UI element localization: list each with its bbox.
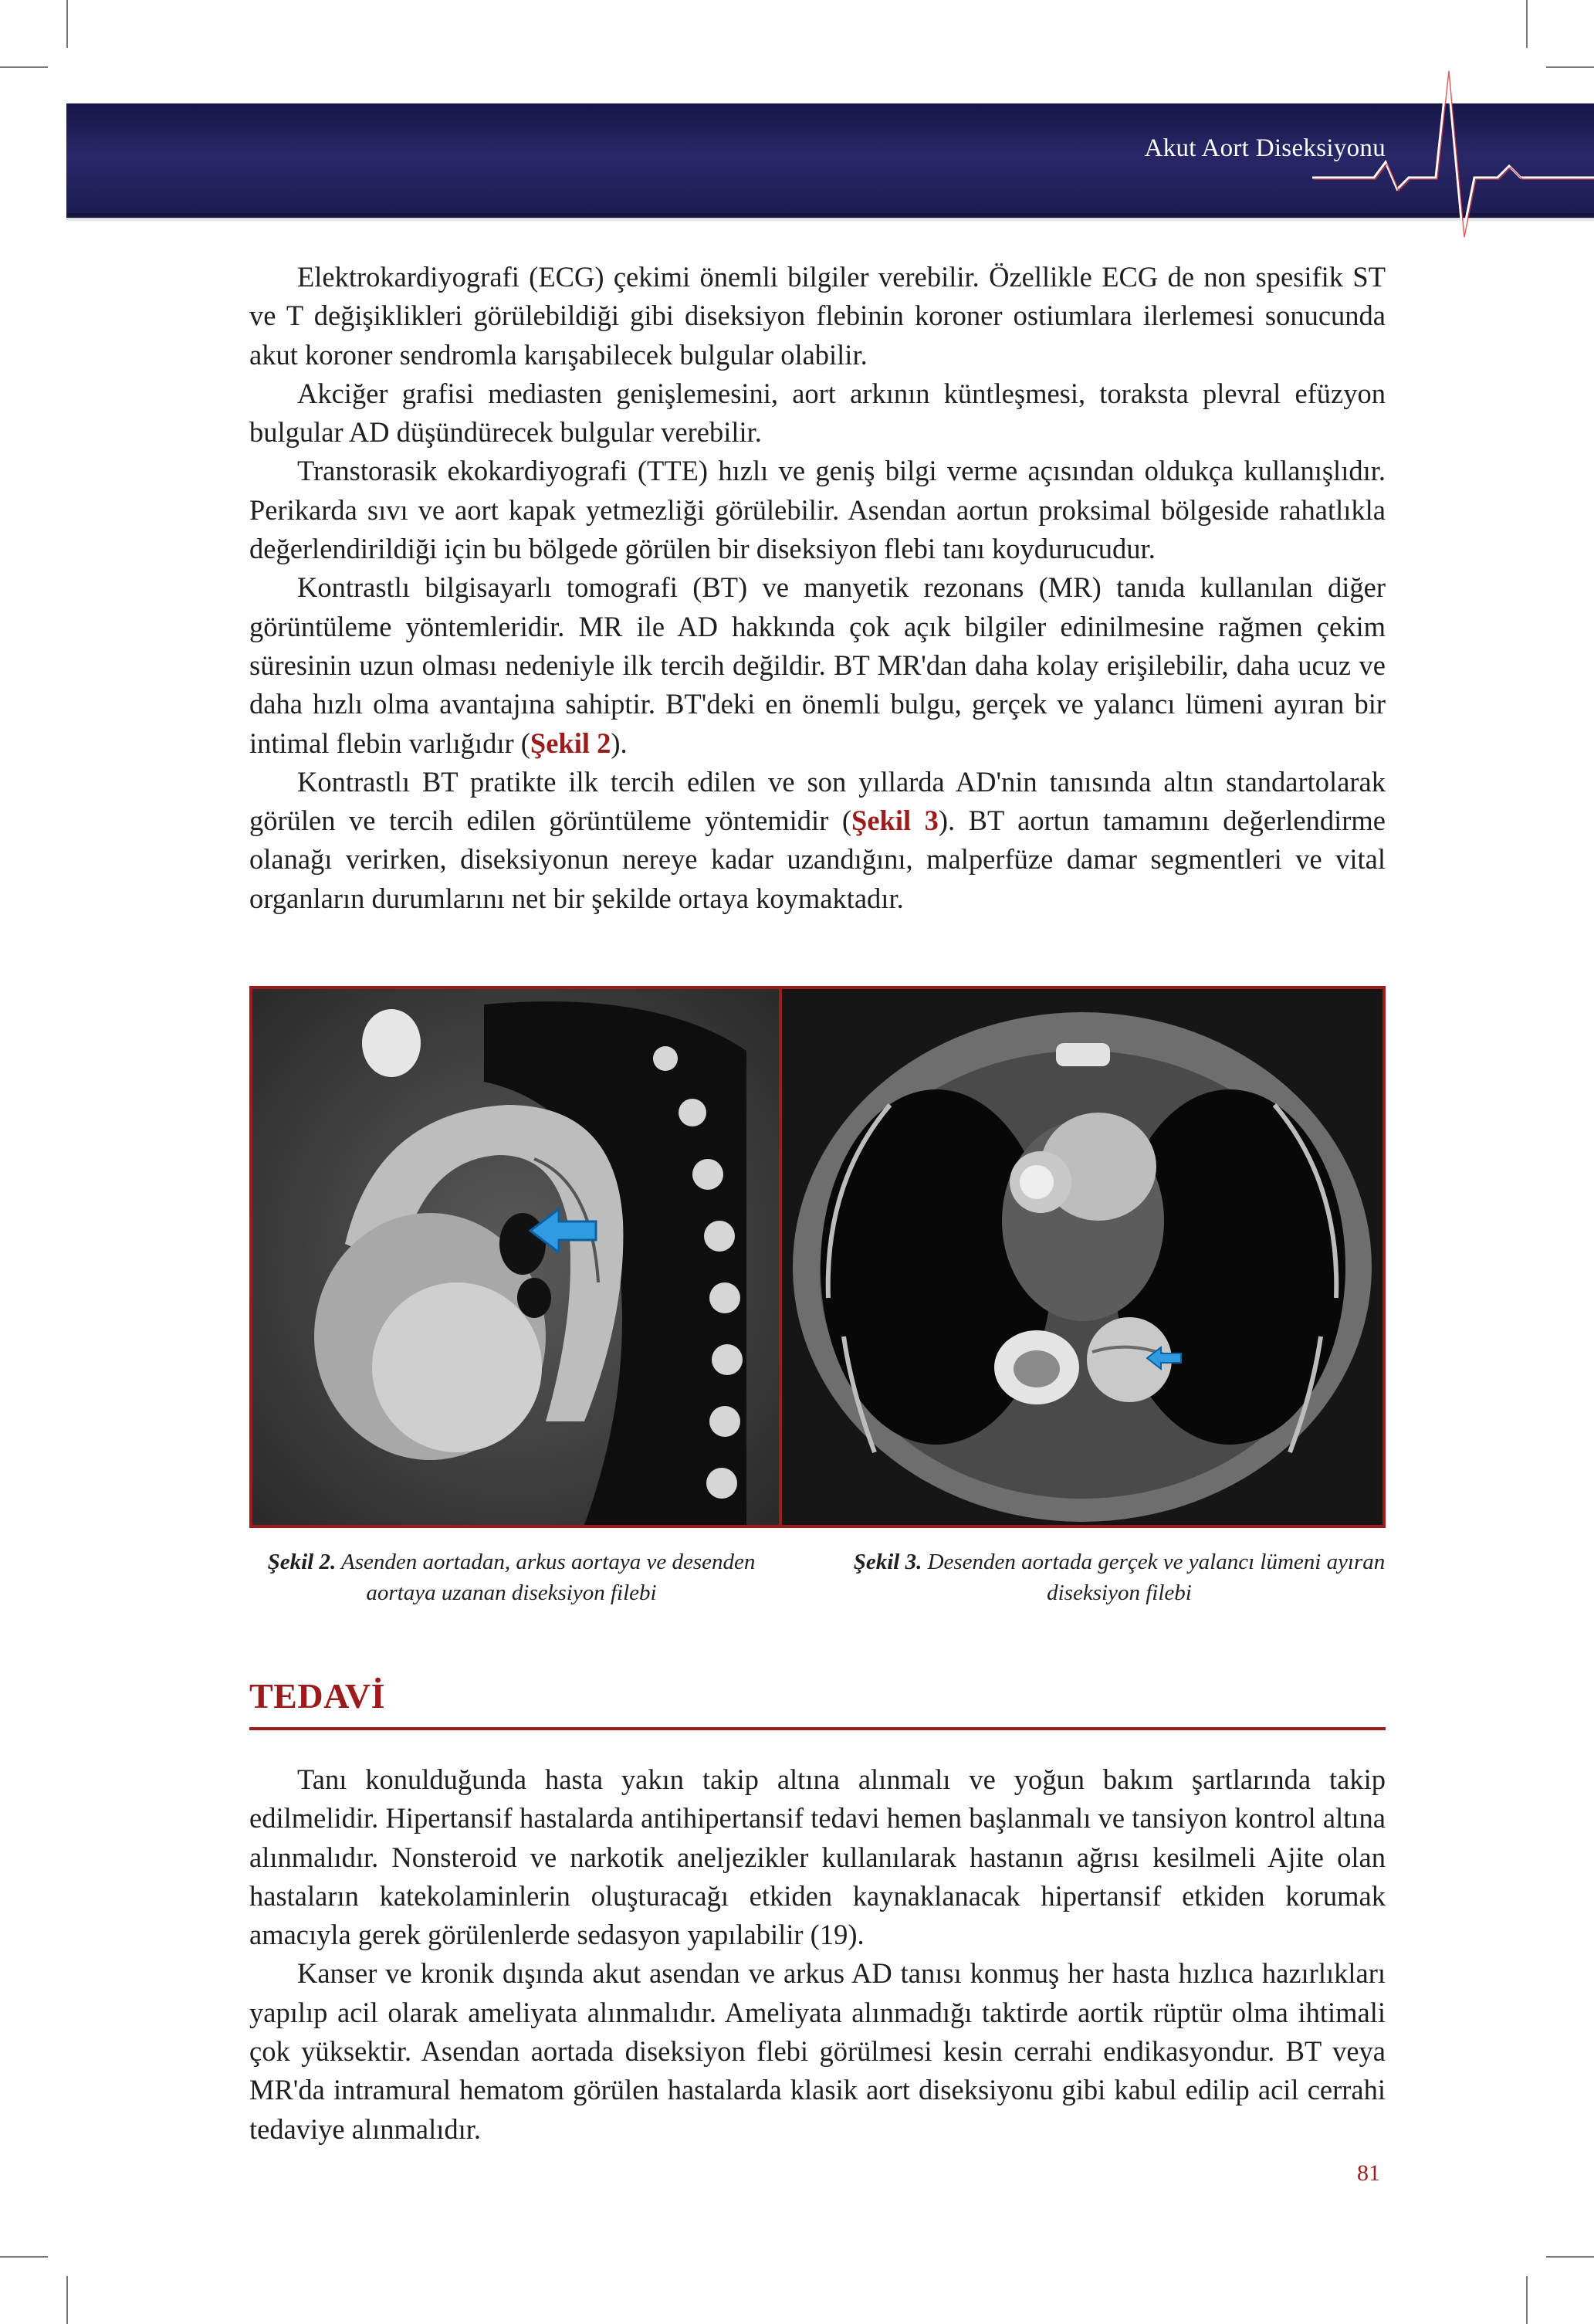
figure-reference-link[interactable]: Şekil 3: [851, 805, 939, 837]
figure-reference-link[interactable]: Şekil 2: [530, 727, 611, 759]
figures-frame: [249, 986, 1386, 1528]
text-run: Kontrastlı BT pratikte ilk tercih edilen ve son yıllarda AD'nin tanısında altın standartolarak görülen ve tercih edilen görüntüleme yöntemidir (: [249, 765, 1386, 837]
paragraph-treatment-2: Kanser ve kronik dışında akut asendan ve arkus AD tanısı konmuş her hasta hızlıca hazırlıkları yapılıp acil olarak ameliyata alınmalıdır. Ameliyata alınmadığı taktirde aortik rüptür olma ihtimali çok yüksektir. Asendan aortada diseksiyon flebi görülmesi kesin cerrahi endikasyondur. BT veya MR'da intramural hematom görülen hastalarda klasik aort diseksiyonu gibi kabul edilip acil cerrahi tedaviye alınmalıdır.: [249, 1957, 1386, 2145]
figure-2-ct-sagittal: [252, 989, 779, 1525]
crop-mark: [1526, 0, 1528, 48]
ekg-line-icon: [1312, 62, 1594, 263]
paragraph-treatment-1: Tanı konulduğunda hasta yakın takip altına alınmalı ve yoğun bakım şartlarında takip edilmelidir. Hipertansif hastalarda antihipertansif tedavi hemen başlanmalı ve tansiyon kontrol altına alınmalıdır. Nonsteroid ve narkotik aneljezikler kullanılarak hastanın ağrısı kesilmeli Ajite olan hastaların katekolaminlerin oluşturacağı etkiden kaynaklanacak hipertansif etkiden korumak amacıyla gerek görülenlerde sedasyon yapılabilir (19).: [249, 1763, 1386, 1951]
section-heading: TEDAVİ: [249, 1676, 385, 1716]
text-run: ). BT aortun tamamını değerlendirme olanağı verirken, diseksiyonun nereye kadar uzandığını, malperfüze damar segmentleri ve vital organların durumlarını net bir şekilde ortaya koymaktadır.: [249, 805, 1386, 914]
crop-mark: [0, 66, 48, 68]
caption-label: Şekil 3.: [853, 1550, 922, 1574]
body-text: [249, 258, 1386, 918]
figure-3-caption: [849, 1547, 1389, 1608]
paragraph-ct-mr: [249, 568, 1386, 762]
caption-label: Şekil 2.: [267, 1550, 337, 1574]
section-divider: [249, 1727, 1386, 1730]
figure-2-caption: [255, 1547, 768, 1608]
running-header-title: Akut Aort Diseksiyonu: [1144, 134, 1386, 162]
crop-mark: [1546, 2256, 1594, 2258]
figure-3-ct-axial: [782, 989, 1382, 1525]
paragraph-tte: Transtorasik ekokardiyografi (TTE) hızlı ve geniş bilgi verme açısından oldukça kullanışlıdır. Perikarda sıvı ve aort kapak yetmezliği görülebilir. Asendan aortun proksimal bölgeside rahatlıkla değerlendirildiği için bu bölgede görülen bir diseksiyon flebi tanı koydurucudur.: [249, 455, 1386, 565]
text-run: ).: [611, 727, 628, 759]
crop-mark: [1526, 2276, 1528, 2324]
paragraph-ct-first-choice: [249, 763, 1386, 918]
crop-mark: [66, 2276, 68, 2324]
paragraph-xray: Akciğer grafisi mediasten genişlemesini, aort arkının küntleşmesi, toraksta plevral efüzyon bulgular AD düşündürecek bulgular verebilir.: [249, 377, 1386, 449]
caption-text: Desenden aortada gerçek ve yalancı lümeni ayıran diseksiyon filebi: [927, 1550, 1386, 1605]
crop-mark: [0, 2256, 48, 2258]
paragraph-ecg: Elektrokardiyografi (ECG) çekimi önemli bilgiler verebilir. Özellikle ECG de non spesifik ST ve T değişiklikleri görülebildiği gibi diseksiyon flebinin koroner ostiumlara ilerlemesi sonucunda akut koroner sendromla karışabilecek bulgular olabilir.: [249, 261, 1386, 371]
text-run: Kontrastlı bilgisayarlı tomografi (BT) ve manyetik rezonans (MR) tanıda kullanılan diğer görüntüleme yöntemleridir. MR ile AD hakkında çok açık bilgiler edinilmesine rağmen çekim süresinin uzun olması nedeniyle ilk tercih değildir. BT MR'dan daha kolay erişilebilir, daha ucuz ve daha hızlı olma avantajına sahiptir. BT'deki en önemli bulgu, gerçek ve yalancı lümeni ayıran bir intimal flebin varlığıdır (: [249, 571, 1386, 759]
page-number: 81: [1357, 2160, 1380, 2186]
treatment-text: [249, 1760, 1386, 2149]
caption-text: Asenden aortadan, arkus aortaya ve desenden aortaya uzanan diseksiyon filebi: [340, 1550, 756, 1605]
crop-mark: [66, 0, 68, 48]
